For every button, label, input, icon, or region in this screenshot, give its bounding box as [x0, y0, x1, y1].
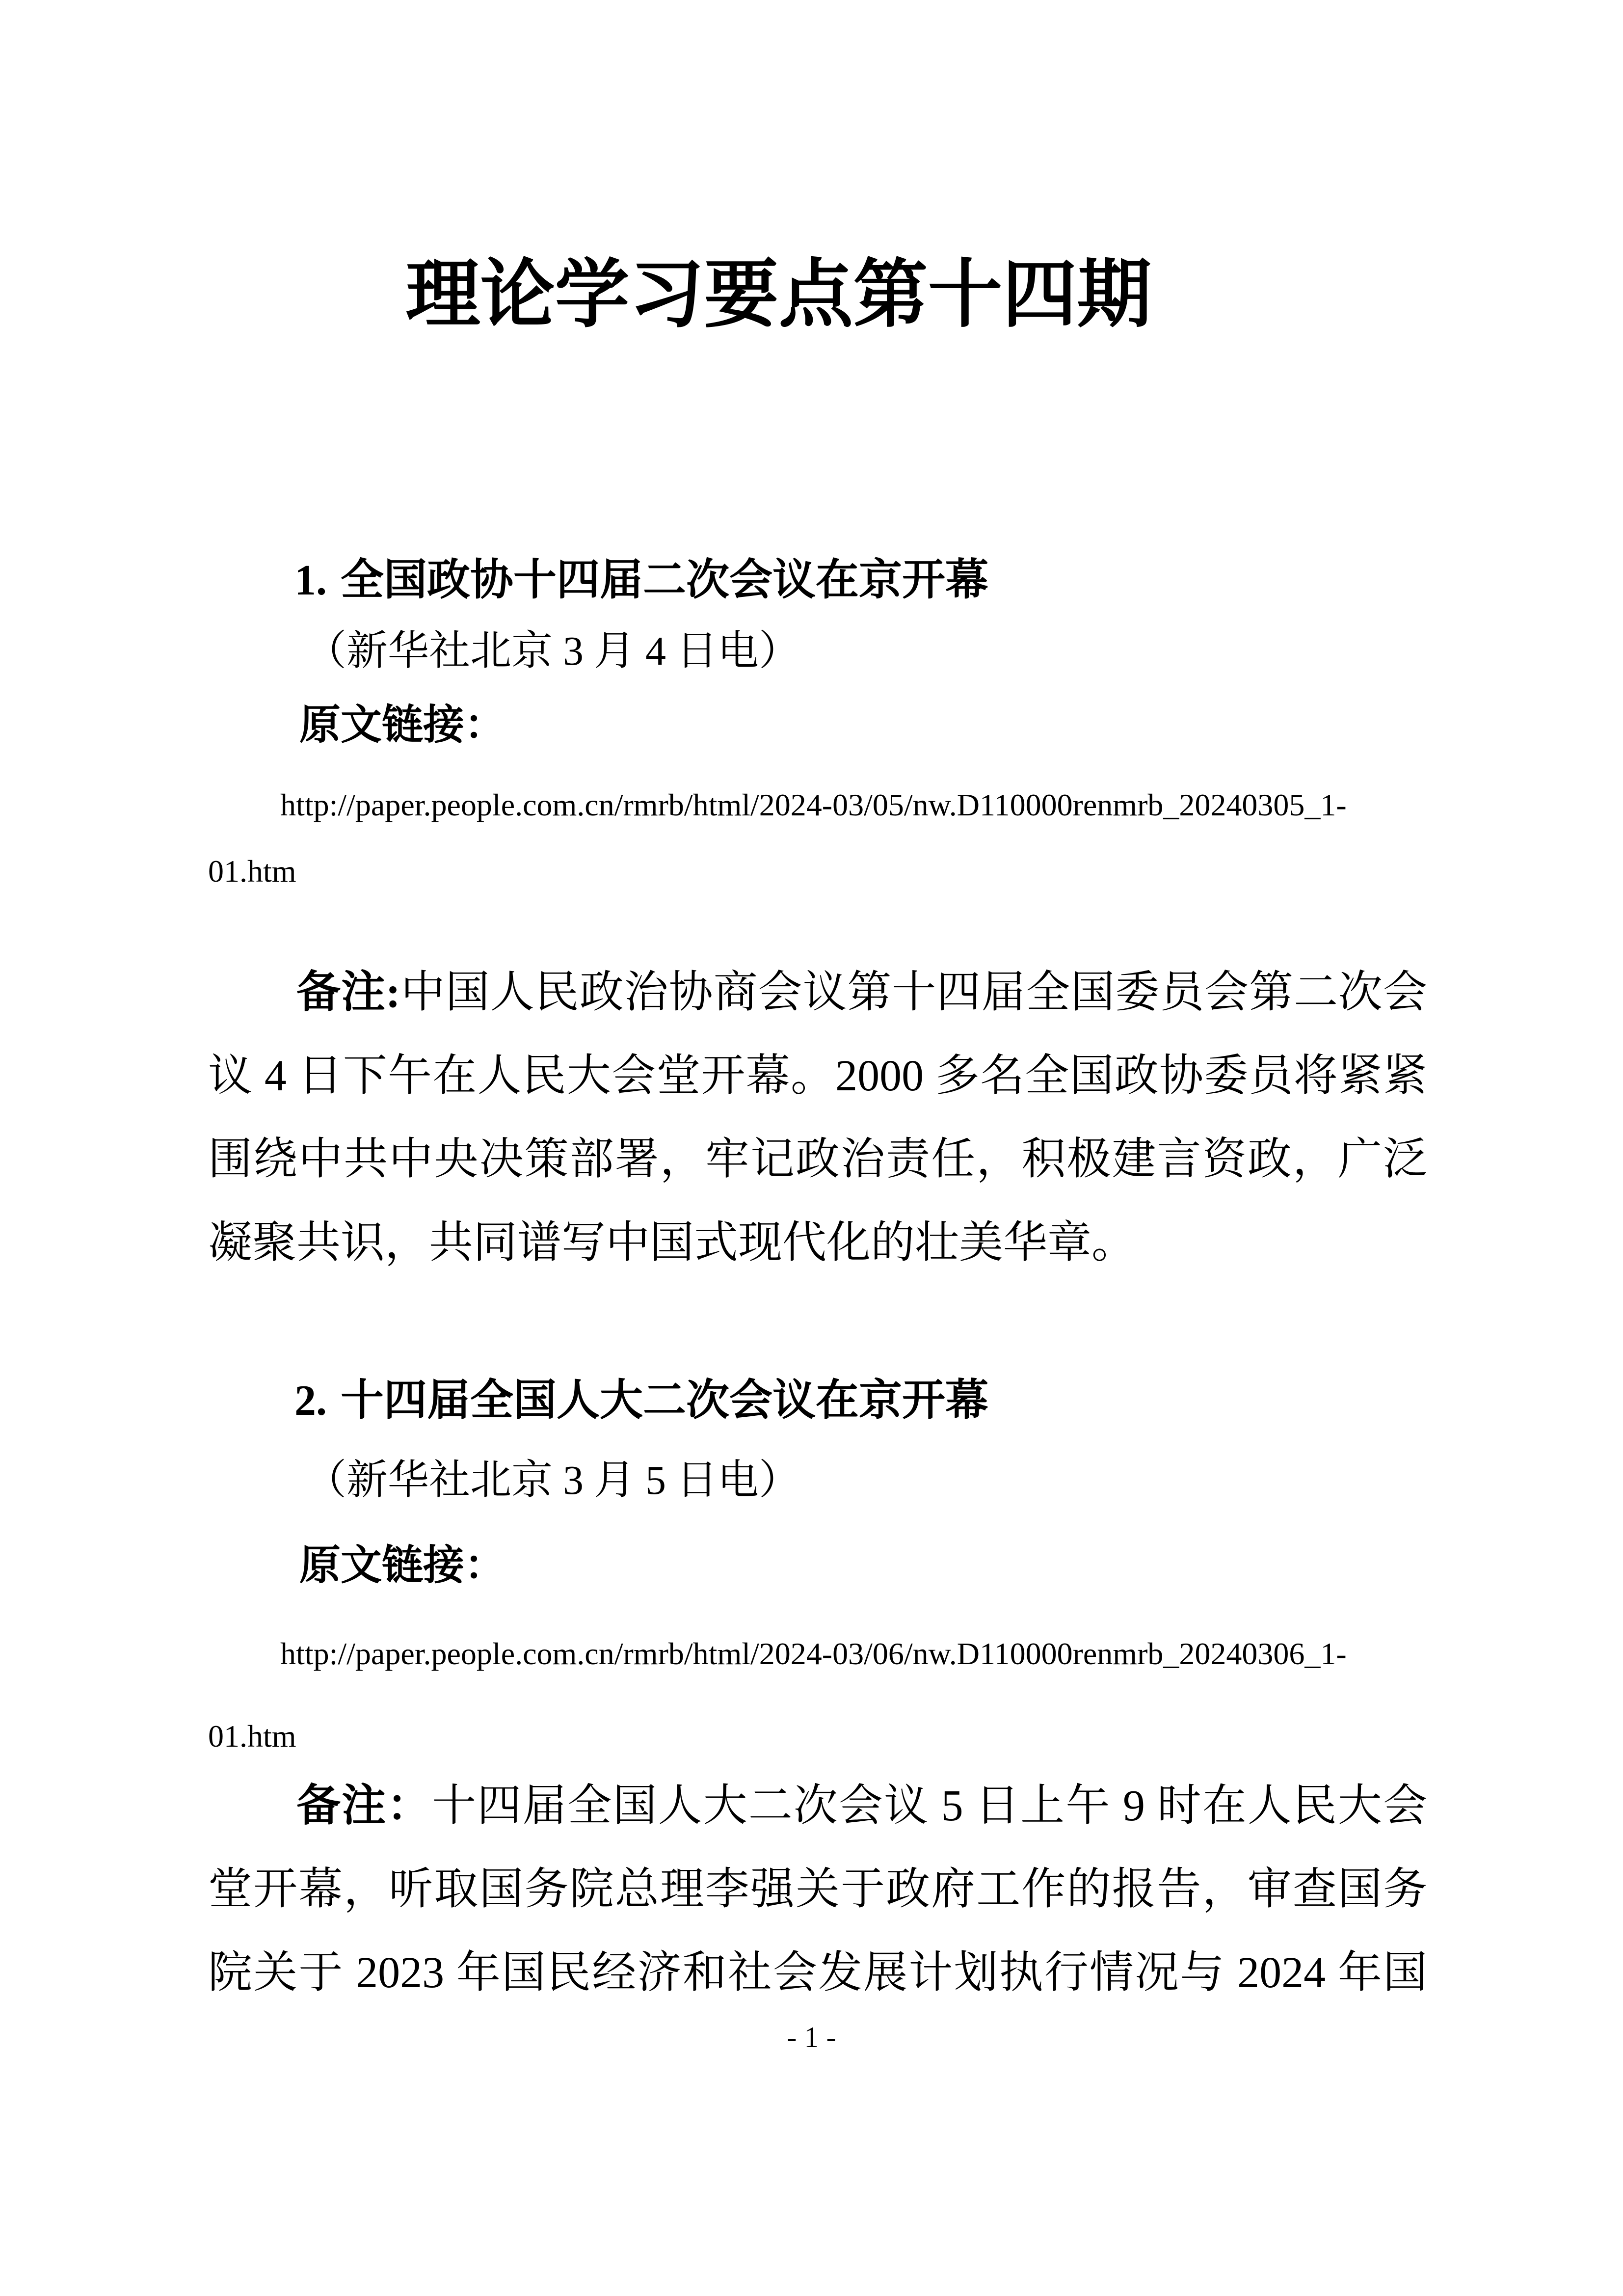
section-1-note-line-4: 凝聚共识，共同谱写中国式现代化的壮美华章。: [208, 1218, 1136, 1267]
section-2-note-label: 备注：: [296, 1782, 432, 1830]
section-2-note-line-1-text: 十四届全国人大二次会议 5 日上午 9 时在人民大会: [432, 1782, 1427, 1830]
section-1-note-line-1: [208, 951, 1427, 1034]
section-2-note-line-3: 院关于 2023 年国民经济和社会发展计划执行情况与 2024 年国: [208, 1948, 1427, 1997]
section-2-note: [208, 1764, 1427, 2015]
section-1-note-line-1-text: 中国人民政治协商会议第十四届全国委员会第二次会: [400, 968, 1427, 1017]
section-2-source-link-label: 原文链接：: [299, 1543, 506, 1589]
section-2-url-line-2: 01.htm: [208, 1719, 296, 1754]
section-1-source-link-label: 原文链接：: [299, 702, 506, 748]
section-1-heading-text: 全国政协十四届二次会议在京开幕: [341, 555, 989, 604]
section-1-note-line-2: 议 4 日下午在人民大会堂开幕。2000 多名全国政协委员将紧紧: [208, 1052, 1427, 1100]
section-1-url-line-2: 01.htm: [208, 854, 296, 889]
section-1-dateline: （新华社北京 3 月 4 日电）: [305, 628, 800, 674]
page-number: - 1 -: [787, 2021, 836, 2053]
section-2-url-line-1: http://paper.people.com.cn/rmrb/html/2024-03/06/nw.D110000renmrb_20240306_1-: [280, 1636, 1347, 1671]
section-1-heading: [294, 554, 988, 607]
section-2-note-line-1: [208, 1764, 1427, 1848]
section-2-note-line-2: 堂开幕，听取国务院总理李强关于政府工作的报告，审查国务: [208, 1865, 1427, 1914]
section-2-heading: [294, 1374, 988, 1427]
section-2-heading-text: 十四届全国人大二次会议在京开幕: [341, 1376, 989, 1424]
section-2-dateline: （新华社北京 3 月 5 日电）: [305, 1458, 800, 1503]
section-1-heading-number: 1.: [294, 557, 327, 604]
section-1-note: [208, 951, 1427, 1285]
section-1-url-line-1: http://paper.people.com.cn/rmrb/html/2024-03/05/nw.D110000renmrb_20240305_1-: [280, 787, 1347, 822]
document-title: 理论学习要点第十四期: [405, 254, 1152, 336]
section-1-note-line-3: 围绕中共中央决策部署，牢记政治责任，积极建言资政，广泛: [208, 1135, 1427, 1184]
section-1-note-label: 备注:: [296, 968, 400, 1017]
section-2-heading-number: 2.: [294, 1377, 327, 1425]
